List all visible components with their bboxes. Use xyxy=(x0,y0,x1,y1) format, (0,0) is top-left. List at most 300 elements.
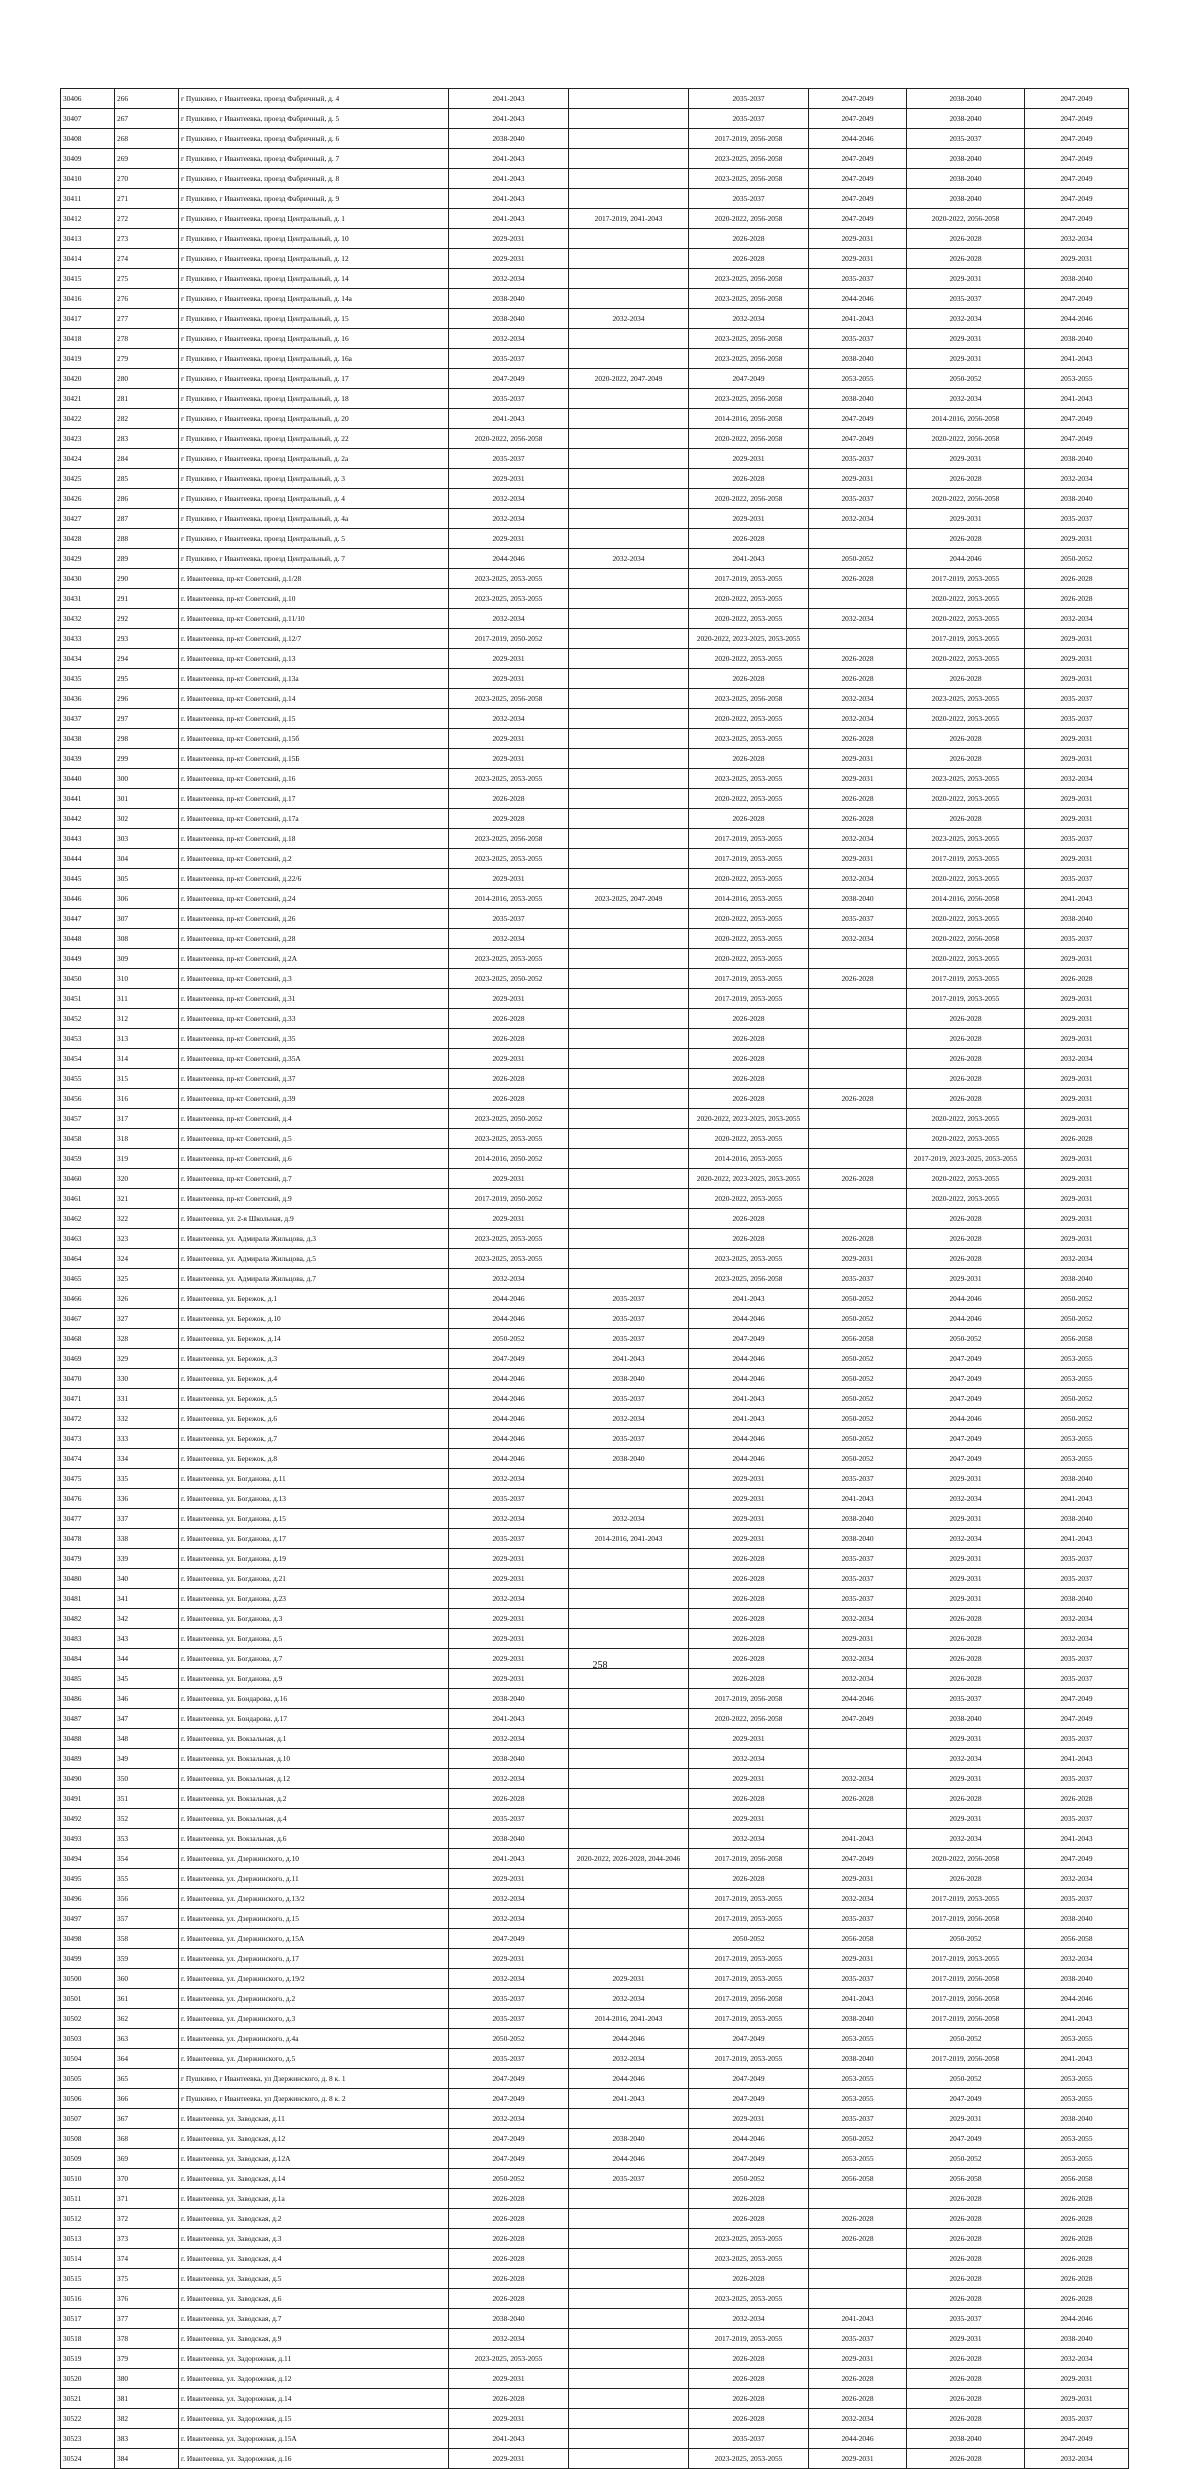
table-cell xyxy=(569,149,689,169)
table-cell: 383 xyxy=(115,2429,179,2449)
table-cell: 269 xyxy=(115,149,179,169)
table-cell: 2020-2022, 2056-2058 xyxy=(907,429,1025,449)
table-cell: 2032-2034 xyxy=(689,1829,809,1849)
table-cell: 30470 xyxy=(61,1369,115,1389)
table-cell: 2038-2040 xyxy=(1025,489,1129,509)
table-cell xyxy=(569,1569,689,1589)
table-cell xyxy=(569,1749,689,1769)
table-cell: 2020-2022, 2056-2058 xyxy=(689,1709,809,1729)
table-cell xyxy=(569,2249,689,2269)
table-row xyxy=(61,469,1129,489)
table-cell: 2035-2037 xyxy=(1025,689,1129,709)
table-cell: 2035-2037 xyxy=(1025,1569,1129,1589)
table-cell xyxy=(569,1909,689,1929)
table-cell: г Пушкино, г Ивантеевка, проезд Центральный, д. 20 xyxy=(179,409,449,429)
table-cell: 2038-2040 xyxy=(1025,269,1129,289)
table-cell: 2026-2028 xyxy=(907,1009,1025,1029)
table-cell: 2029-2031 xyxy=(1025,529,1129,549)
table-row xyxy=(61,669,1129,689)
table-cell xyxy=(569,2229,689,2249)
table-cell: 2035-2037 xyxy=(809,1589,907,1609)
table-cell: 30415 xyxy=(61,269,115,289)
table-cell xyxy=(569,1209,689,1229)
table-cell: 30418 xyxy=(61,329,115,349)
table-cell: 375 xyxy=(115,2269,179,2289)
table-cell: 2023-2025, 2056-2058 xyxy=(689,689,809,709)
table-row xyxy=(61,1189,1129,1209)
table-cell: 2029-2031 xyxy=(689,449,809,469)
table-cell: 2029-2031 xyxy=(1025,1069,1129,1089)
table-cell: 270 xyxy=(115,169,179,189)
table-cell: 2041-2043 xyxy=(449,189,569,209)
table-cell: 2029-2031 xyxy=(1025,649,1129,669)
table-cell: 281 xyxy=(115,389,179,409)
table-cell: г. Ивантеевка, ул. Дзержинского, д.2 xyxy=(179,1989,449,2009)
table-cell: 2017-2019, 2056-2058 xyxy=(907,1989,1025,2009)
table-cell xyxy=(809,1009,907,1029)
table-cell: 2032-2034 xyxy=(569,1509,689,1529)
table-row xyxy=(61,389,1129,409)
table-cell xyxy=(569,1769,689,1789)
table-row xyxy=(61,209,1129,229)
table-row xyxy=(61,749,1129,769)
table-cell: 30428 xyxy=(61,529,115,549)
table-cell: 2056-2058 xyxy=(1025,2169,1129,2189)
table-cell: 2038-2040 xyxy=(809,889,907,909)
table-row xyxy=(61,2369,1129,2389)
table-cell: 2029-2031 xyxy=(449,1569,569,1589)
table-cell: 2029-2031 xyxy=(569,1969,689,1989)
table-cell: 2032-2034 xyxy=(809,1649,907,1669)
table-cell: 2026-2028 xyxy=(689,1009,809,1029)
table-cell xyxy=(569,1029,689,1049)
table-cell: 30424 xyxy=(61,449,115,469)
table-cell: 2050-2052 xyxy=(449,2029,569,2049)
table-cell: 365 xyxy=(115,2069,179,2089)
table-cell: г. Ивантеевка, пр-кт Советский, д.33 xyxy=(179,1009,449,1029)
table-cell: 2029-2031 xyxy=(1025,249,1129,269)
table-cell: 2026-2028 xyxy=(907,2269,1025,2289)
table-cell: 30447 xyxy=(61,909,115,929)
table-cell: г Пушкино, г Ивантеевка, проезд Фабричный, д. 7 xyxy=(179,149,449,169)
table-cell: г. Ивантеевка, пр-кт Советский, д.16 xyxy=(179,769,449,789)
schedule-table xyxy=(60,88,1129,2469)
table-cell: г. Ивантеевка, ул. Задорожная, д.14 xyxy=(179,2389,449,2409)
table-cell: 2020-2022, 2056-2058 xyxy=(689,209,809,229)
table-cell: 2014-2016, 2056-2058 xyxy=(907,409,1025,429)
table-cell: 2020-2022, 2053-2055 xyxy=(689,589,809,609)
table-row xyxy=(61,1449,1129,1469)
table-cell: 277 xyxy=(115,309,179,329)
table-cell: 2050-2052 xyxy=(1025,1309,1129,1329)
table-cell: 30499 xyxy=(61,1949,115,1969)
table-cell: 2020-2022, 2056-2058 xyxy=(907,929,1025,949)
table-cell xyxy=(569,589,689,609)
table-cell: 317 xyxy=(115,1109,179,1129)
table-cell: 2026-2028 xyxy=(907,2249,1025,2269)
table-cell: 30411 xyxy=(61,189,115,209)
table-cell: г Пушкино, г Ивантеевка, проезд Фабричный, д. 9 xyxy=(179,189,449,209)
table-cell xyxy=(809,1809,907,1829)
table-cell: 2029-2031 xyxy=(907,329,1025,349)
table-cell: 349 xyxy=(115,1749,179,1769)
table-row xyxy=(61,1769,1129,1789)
table-cell: 2026-2028 xyxy=(907,2449,1025,2469)
table-cell xyxy=(809,629,907,649)
table-cell: 292 xyxy=(115,609,179,629)
table-cell: 2050-2052 xyxy=(809,1349,907,1369)
table-cell: 370 xyxy=(115,2169,179,2189)
table-cell xyxy=(809,1149,907,1169)
table-cell: 2026-2028 xyxy=(689,2369,809,2389)
table-cell: 2047-2049 xyxy=(1025,89,1129,109)
table-cell: 2044-2046 xyxy=(1025,2309,1129,2329)
table-cell: 2026-2028 xyxy=(449,2269,569,2289)
table-cell: г. Ивантеевка, ул. Богданова, д.13 xyxy=(179,1489,449,1509)
table-cell: 2038-2040 xyxy=(449,1749,569,1769)
table-cell: 2038-2040 xyxy=(449,1829,569,1849)
table-cell xyxy=(569,1489,689,1509)
table-cell: 2029-2031 xyxy=(809,469,907,489)
table-cell: г. Ивантеевка, ул. Вокзальная, д.6 xyxy=(179,1829,449,1849)
table-cell: 2044-2046 xyxy=(1025,1989,1129,2009)
table-cell: 2023-2025, 2050-2052 xyxy=(449,1109,569,1129)
table-cell: 2032-2034 xyxy=(449,329,569,349)
table-cell: 2038-2040 xyxy=(449,2309,569,2329)
table-cell: 287 xyxy=(115,509,179,529)
table-cell: 2023-2025, 2056-2058 xyxy=(689,329,809,349)
table-row xyxy=(61,489,1129,509)
table-cell: 366 xyxy=(115,2089,179,2109)
table-cell: 2035-2037 xyxy=(449,449,569,469)
table-cell: 360 xyxy=(115,1969,179,1989)
table-cell: 2029-2031 xyxy=(809,249,907,269)
table-cell: 384 xyxy=(115,2449,179,2469)
table-cell: 2017-2019, 2053-2055 xyxy=(907,849,1025,869)
table-cell: 377 xyxy=(115,2309,179,2329)
table-cell: 2032-2034 xyxy=(809,929,907,949)
table-cell: 2029-2031 xyxy=(809,1869,907,1889)
table-cell: 30523 xyxy=(61,2429,115,2449)
table-cell xyxy=(809,529,907,549)
table-cell: 30414 xyxy=(61,249,115,269)
table-cell: 2032-2034 xyxy=(449,2109,569,2129)
table-cell: 2035-2037 xyxy=(809,2329,907,2349)
table-cell: 2023-2025, 2053-2055 xyxy=(689,2289,809,2309)
table-cell: 2014-2016, 2053-2055 xyxy=(449,889,569,909)
table-row xyxy=(61,1909,1129,1929)
table-cell: 30446 xyxy=(61,889,115,909)
table-cell: 2026-2028 xyxy=(449,2229,569,2249)
table-cell: 2029-2031 xyxy=(907,509,1025,529)
table-cell: г Пушкино, г Ивантеевка, проезд Фабричный, д. 5 xyxy=(179,109,449,129)
table-cell xyxy=(569,1269,689,1289)
table-cell: 2029-2031 xyxy=(1025,729,1129,749)
table-cell: 30483 xyxy=(61,1629,115,1649)
table-cell: 2029-2031 xyxy=(449,649,569,669)
table-cell xyxy=(569,729,689,749)
table-cell: 2047-2049 xyxy=(907,1369,1025,1389)
table-cell: 2026-2028 xyxy=(1025,569,1129,589)
table-row xyxy=(61,1589,1129,1609)
table-row xyxy=(61,1789,1129,1809)
table-cell: 367 xyxy=(115,2109,179,2129)
table-cell: 348 xyxy=(115,1729,179,1749)
table-cell: 2035-2037 xyxy=(809,1569,907,1589)
table-cell: 30439 xyxy=(61,749,115,769)
table-cell: 2035-2037 xyxy=(1025,829,1129,849)
table-cell: г. Ивантеевка, ул. Вокзальная, д.2 xyxy=(179,1789,449,1809)
table-cell: 297 xyxy=(115,709,179,729)
table-cell: 2050-2052 xyxy=(449,1329,569,1349)
table-cell: 2050-2052 xyxy=(907,2069,1025,2089)
table-cell xyxy=(569,969,689,989)
table-cell xyxy=(569,289,689,309)
table-cell: 30468 xyxy=(61,1329,115,1349)
table-cell xyxy=(569,949,689,969)
table-cell: г. Ивантеевка, пр-кт Советский, д.31 xyxy=(179,989,449,1009)
table-cell: 2032-2034 xyxy=(809,829,907,849)
table-cell: 2029-2031 xyxy=(907,1809,1025,1829)
table-cell: 2017-2019, 2053-2055 xyxy=(689,1909,809,1929)
table-cell: 2020-2022, 2056-2058 xyxy=(907,1849,1025,1869)
table-cell: 2029-2031 xyxy=(907,1569,1025,1589)
table-cell: 2053-2055 xyxy=(809,2149,907,2169)
table-cell: г. Ивантеевка, ул. Заводская, д.11 xyxy=(179,2109,449,2129)
table-cell: 2026-2028 xyxy=(907,1069,1025,1089)
table-cell: г. Ивантеевка, пр-кт Советский, д.6 xyxy=(179,1149,449,1169)
table-cell: 30442 xyxy=(61,809,115,829)
table-cell: 2029-2031 xyxy=(809,2349,907,2369)
table-cell: 2017-2019, 2053-2055 xyxy=(907,989,1025,1009)
table-cell: 2038-2040 xyxy=(569,2129,689,2149)
table-cell: 2029-2031 xyxy=(1025,1089,1129,1109)
table-cell: г Пушкино, г Ивантеевка, проезд Центральный, д. 16а xyxy=(179,349,449,369)
table-cell: г. Ивантеевка, ул. Заводская, д.4 xyxy=(179,2249,449,2269)
table-cell: 2026-2028 xyxy=(689,1629,809,1649)
table-cell: 30487 xyxy=(61,1709,115,1729)
table-cell: 2026-2028 xyxy=(449,2209,569,2229)
table-cell xyxy=(569,2269,689,2289)
table-cell: 2050-2052 xyxy=(809,1429,907,1449)
table-cell: 2029-2031 xyxy=(449,1669,569,1689)
table-cell: 2050-2052 xyxy=(449,2169,569,2189)
table-cell: 2020-2022, 2053-2055 xyxy=(689,949,809,969)
table-cell: 2038-2040 xyxy=(449,129,569,149)
table-row xyxy=(61,1149,1129,1169)
table-cell xyxy=(809,589,907,609)
table-cell: 2023-2025, 2056-2058 xyxy=(449,829,569,849)
table-cell: 284 xyxy=(115,449,179,469)
table-cell: 2032-2034 xyxy=(689,1749,809,1769)
table-cell: 2038-2040 xyxy=(907,1709,1025,1729)
table-cell: г Пушкино, г Ивантеевка, проезд Центральный, д. 14 xyxy=(179,269,449,289)
table-cell: 2032-2034 xyxy=(1025,2449,1129,2469)
table-cell: 2038-2040 xyxy=(569,1369,689,1389)
table-cell: 298 xyxy=(115,729,179,749)
table-cell: 2053-2055 xyxy=(809,369,907,389)
table-cell: 355 xyxy=(115,1869,179,1889)
table-cell: 2047-2049 xyxy=(1025,1709,1129,1729)
table-cell: 2035-2037 xyxy=(1025,1729,1129,1749)
table-cell: 2026-2028 xyxy=(907,2349,1025,2369)
table-cell: 2044-2046 xyxy=(569,2069,689,2089)
table-cell: 2026-2028 xyxy=(689,809,809,829)
table-cell: 2044-2046 xyxy=(449,1389,569,1409)
table-cell: г. Ивантеевка, ул. Дзержинского, д.17 xyxy=(179,1949,449,1969)
table-cell: 2026-2028 xyxy=(809,789,907,809)
table-row xyxy=(61,1269,1129,1289)
table-cell xyxy=(569,1629,689,1649)
table-cell: 30433 xyxy=(61,629,115,649)
table-cell: 2032-2034 xyxy=(1025,1609,1129,1629)
table-cell: 2023-2025, 2053-2055 xyxy=(689,729,809,749)
table-cell: г. Ивантеевка, ул. Задорожная, д.16 xyxy=(179,2449,449,2469)
table-cell: 322 xyxy=(115,1209,179,1229)
table-cell: г. Ивантеевка, ул. Адмирала Жильцова, д.5 xyxy=(179,1249,449,1269)
table-cell: 2032-2034 xyxy=(809,509,907,529)
table-cell: 2056-2058 xyxy=(809,2169,907,2189)
table-cell: 301 xyxy=(115,789,179,809)
table-cell: 2035-2037 xyxy=(569,1389,689,1409)
table-cell: 324 xyxy=(115,1249,179,1269)
table-cell: 2026-2028 xyxy=(689,669,809,689)
table-cell xyxy=(569,809,689,829)
table-cell: 2014-2016, 2041-2043 xyxy=(569,2009,689,2029)
table-cell: 2044-2046 xyxy=(907,549,1025,569)
table-row xyxy=(61,549,1129,569)
table-cell: 2032-2034 xyxy=(449,609,569,629)
table-row xyxy=(61,2409,1129,2429)
table-cell: 339 xyxy=(115,1549,179,1569)
table-row xyxy=(61,449,1129,469)
table-cell: 2029-2031 xyxy=(907,1269,1025,1289)
table-cell: 2029-2031 xyxy=(907,1589,1025,1609)
table-cell: г. Ивантеевка, ул. Дзержинского, д.11 xyxy=(179,1869,449,1889)
table-cell: 2038-2040 xyxy=(1025,1509,1129,1529)
table-cell: 2050-2052 xyxy=(809,1309,907,1329)
table-cell: 2044-2046 xyxy=(569,2149,689,2169)
table-cell: 2047-2049 xyxy=(1025,2429,1129,2449)
table-cell: 2023-2025, 2056-2058 xyxy=(689,269,809,289)
table-cell: 2026-2028 xyxy=(809,649,907,669)
table-row xyxy=(61,509,1129,529)
table-cell: 30501 xyxy=(61,1989,115,2009)
table-cell: 2044-2046 xyxy=(449,1369,569,1389)
table-cell: г Пушкино, г Ивантеевка, проезд Центральный, д. 10 xyxy=(179,229,449,249)
table-cell: 371 xyxy=(115,2189,179,2209)
table-cell: 30471 xyxy=(61,1389,115,1409)
table-cell: 2020-2022, 2056-2058 xyxy=(689,429,809,449)
table-cell: г. Ивантеевка, ул. Бондарова, д.17 xyxy=(179,1709,449,1729)
table-cell: 30513 xyxy=(61,2229,115,2249)
table-cell xyxy=(809,989,907,1009)
table-cell xyxy=(569,1589,689,1609)
table-cell: 2023-2025, 2047-2049 xyxy=(569,889,689,909)
table-cell: 2041-2043 xyxy=(1025,2009,1129,2029)
table-cell: 2026-2028 xyxy=(907,469,1025,489)
table-cell: 30416 xyxy=(61,289,115,309)
table-cell xyxy=(569,1809,689,1829)
table-cell: 2020-2022, 2023-2025, 2053-2055 xyxy=(689,629,809,649)
table-cell xyxy=(569,1829,689,1849)
table-cell: г Пушкино, г Ивантеевка, проезд Фабричный, д. 8 xyxy=(179,169,449,189)
table-cell: 30508 xyxy=(61,2129,115,2149)
table-cell: 2044-2046 xyxy=(907,1409,1025,1429)
table-cell: 273 xyxy=(115,229,179,249)
table-row xyxy=(61,309,1129,329)
table-cell: 2029-2031 xyxy=(449,1609,569,1629)
table-cell xyxy=(569,329,689,349)
table-row xyxy=(61,2049,1129,2069)
table-cell: 2026-2028 xyxy=(907,1029,1025,1049)
table-row xyxy=(61,429,1129,449)
table-cell: 2026-2028 xyxy=(907,249,1025,269)
table-cell: 30454 xyxy=(61,1049,115,1069)
table-cell: 2023-2025, 2053-2055 xyxy=(907,829,1025,849)
table-cell: 2035-2037 xyxy=(569,1429,689,1449)
table-cell: 361 xyxy=(115,1989,179,2009)
table-cell: 2029-2031 xyxy=(809,849,907,869)
table-row xyxy=(61,2289,1129,2309)
table-cell: 294 xyxy=(115,649,179,669)
table-cell: 2029-2031 xyxy=(689,1809,809,1829)
table-cell: 2026-2028 xyxy=(1025,2249,1129,2269)
table-row xyxy=(61,2389,1129,2409)
table-cell: 2014-2016, 2041-2043 xyxy=(569,1529,689,1549)
table-cell: 2014-2016, 2056-2058 xyxy=(689,409,809,429)
table-cell: г. Ивантеевка, ул. Богданова, д.9 xyxy=(179,1669,449,1689)
table-row xyxy=(61,1169,1129,1189)
table-cell: 2026-2028 xyxy=(689,529,809,549)
table-cell: 369 xyxy=(115,2149,179,2169)
table-cell: 2014-2016, 2050-2052 xyxy=(449,1149,569,1169)
table-row xyxy=(61,2249,1129,2269)
table-cell: 2047-2049 xyxy=(809,109,907,129)
table-cell: 2026-2028 xyxy=(907,729,1025,749)
table-cell: 2032-2034 xyxy=(1025,609,1129,629)
table-cell: 30494 xyxy=(61,1849,115,1869)
table-cell: 285 xyxy=(115,469,179,489)
table-cell: 2032-2034 xyxy=(449,269,569,289)
table-cell: г. Ивантеевка, ул. Бережок, д.5 xyxy=(179,1389,449,1409)
table-cell: 2026-2028 xyxy=(689,1549,809,1569)
table-cell: 318 xyxy=(115,1129,179,1149)
table-cell: 356 xyxy=(115,1889,179,1909)
table-cell: 334 xyxy=(115,1449,179,1469)
table-cell: 2017-2019, 2053-2055 xyxy=(907,1949,1025,1969)
table-cell: 30524 xyxy=(61,2449,115,2469)
table-row xyxy=(61,269,1129,289)
table-cell: 2032-2034 xyxy=(449,1909,569,1929)
table-cell: 2053-2055 xyxy=(809,2029,907,2049)
table-cell: г. Ивантеевка, ул. Дзержинского, д.5 xyxy=(179,2049,449,2069)
table-row xyxy=(61,109,1129,129)
table-cell: 2038-2040 xyxy=(907,189,1025,209)
table-cell: 2017-2019, 2053-2055 xyxy=(689,849,809,869)
table-cell: 2047-2049 xyxy=(689,2089,809,2109)
table-cell: 2056-2058 xyxy=(1025,1929,1129,1949)
table-cell: 2044-2046 xyxy=(689,1449,809,1469)
table-cell: 2026-2028 xyxy=(907,1629,1025,1649)
table-cell: 30449 xyxy=(61,949,115,969)
table-row xyxy=(61,1229,1129,1249)
table-cell: 2053-2055 xyxy=(1025,1449,1129,1469)
table-cell: 335 xyxy=(115,1469,179,1489)
table-cell: 2041-2043 xyxy=(449,1709,569,1729)
table-cell: 2041-2043 xyxy=(449,149,569,169)
table-cell: 2017-2019, 2056-2058 xyxy=(689,1689,809,1709)
